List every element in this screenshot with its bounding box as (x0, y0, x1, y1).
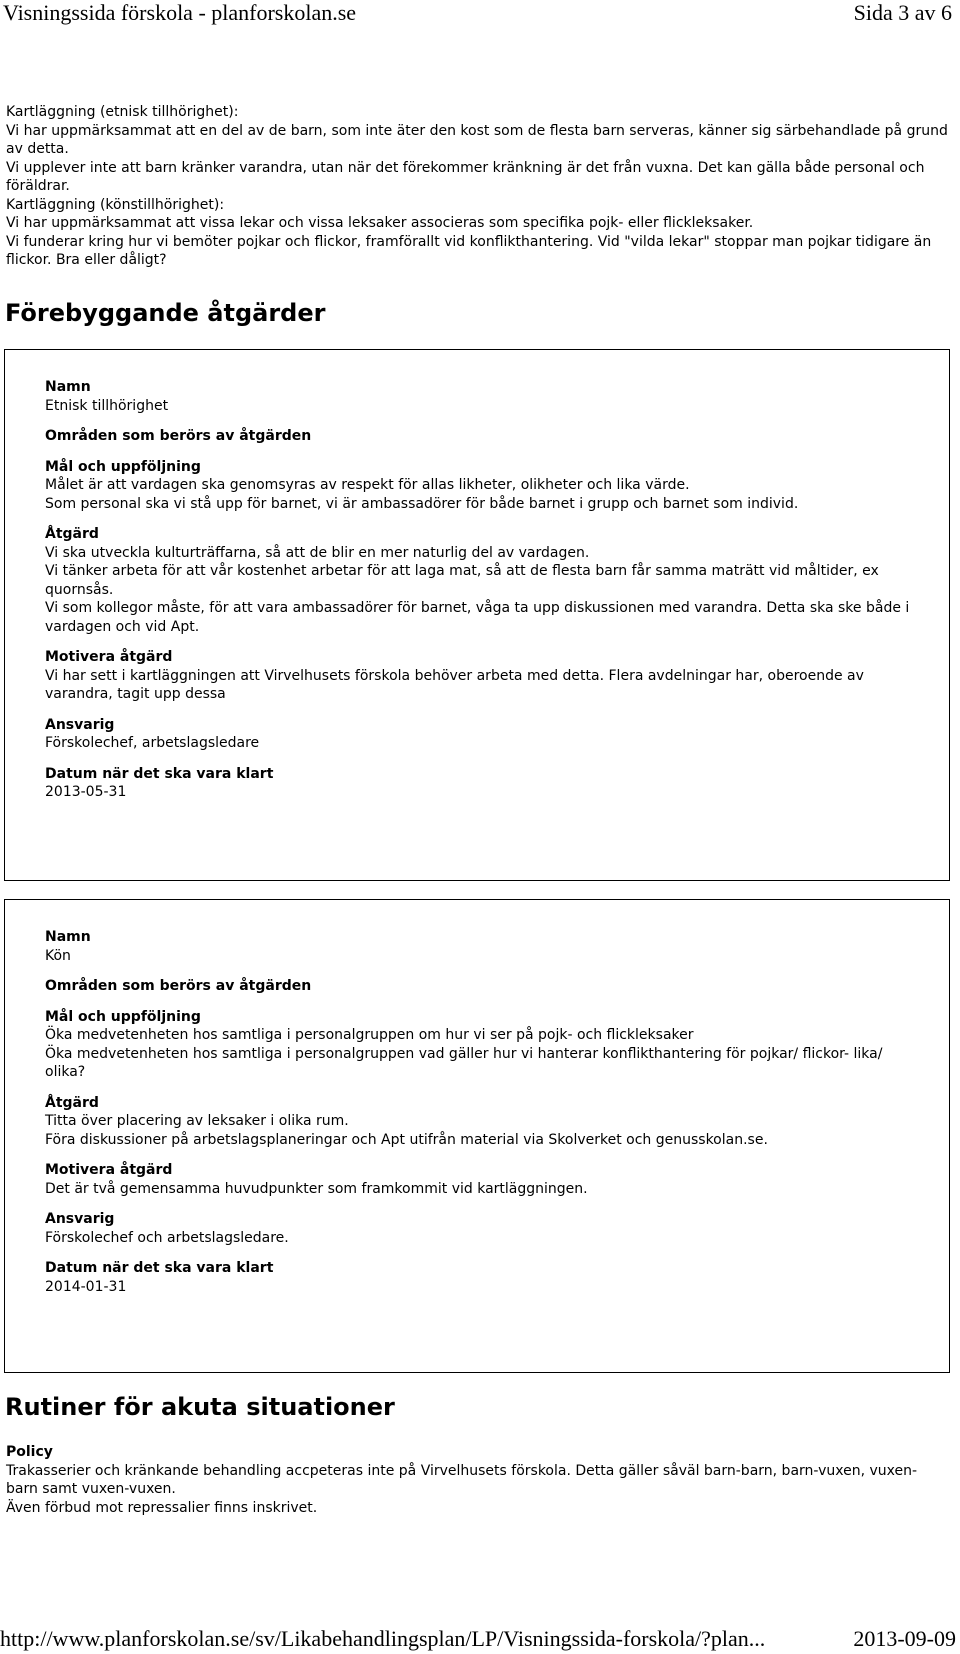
field-label-namn: Namn (45, 929, 91, 945)
measure-name: Etnisk tillhörighet (45, 397, 169, 414)
measure-name: Kön (45, 947, 71, 964)
intro-paragraph: Vi har uppmärksammat att vissa lekar och vissa leksaker associeras som specifika pojk- eller flickleksaker. (6, 215, 754, 231)
intro-paragraph: Kartläggning (könstillhörighet): (6, 196, 225, 213)
field-label-namn: Namn (45, 379, 91, 395)
policy-text: Även förbud mot repressalier finns inskrivet. (6, 1499, 318, 1516)
policy-text: Trakasserier och kränkande behandling accpeteras inte på Virvelhusets förskola. Detta gäller såväl barn-barn, barn-vuxen, vuxen-barn samt vuxen-vuxen. (6, 1462, 918, 1497)
field-label-ansvarig: Ansvarig (45, 716, 115, 733)
field-label-omraden: Områden som berörs av åtgärden (45, 978, 312, 994)
deadline-date: 2014-01-31 (45, 1278, 127, 1295)
field-label-ansvarig: Ansvarig (45, 1211, 115, 1227)
field-label-mal: Mål och uppföljning (45, 458, 201, 475)
section-heading-preventive: Förebyggande åtgärder (5, 299, 326, 327)
intro-paragraph: Kartläggning (etnisk tillhörighet): (6, 104, 239, 120)
field-label-mal: Mål och uppföljning (45, 1008, 201, 1025)
page-footer (0, 1626, 956, 1652)
action-text: Vi som kollegor måste, för att vara ambassadörer för barnet, våga ta upp diskussionen med varandra. Detta ska ske både i vardagen och vid Apt. (45, 600, 910, 635)
action-text: Vi tänker arbeta för att vår kostenhet arbetar för att laga mat, så att de flesta barn får samma maträtt vid måltider, ex quornsås. (45, 563, 879, 598)
page-header (3, 0, 952, 26)
measure-box (4, 899, 950, 1373)
field-label-atgard: Åtgärd (45, 526, 99, 542)
policy-label: Policy (6, 1444, 53, 1460)
intro-paragraph: Vi funderar kring hur vi bemöter pojkar och flickor, framförallt vid konflikthantering. Vid "vilda lekar" stoppar man pojkar tidigare än flickor. Bra eller dåligt? (6, 233, 932, 268)
goal-text: Målet är att vardagen ska genomsyras av respekt för allas likheter, olikheter och lika värde. (45, 477, 690, 493)
field-label-motivera: Motivera åtgärd (45, 1162, 173, 1178)
deadline-date: 2013-05-31 (45, 784, 127, 800)
section-heading-routines: Rutiner för akuta situationer (5, 1393, 395, 1421)
goal-text: Som personal ska vi stå upp för barnet, vi är ambassadörer för både barnet i grupp och barnet som individ. (45, 495, 799, 512)
goal-text: Öka medvetenheten hos samtliga i personalgruppen vad gäller hur vi hanterar konflikthantering för pojkar/ flickor- lika/ olika? (45, 1045, 883, 1080)
action-text: Titta över placering av leksaker i olika rum. (45, 1113, 349, 1129)
field-label-datum: Datum när det ska vara klart (45, 765, 274, 782)
field-label-atgard: Åtgärd (45, 1094, 99, 1111)
motivation-text: Det är två gemensamma huvudpunkter som framkommit vid kartläggningen. (45, 1180, 588, 1197)
intro-paragraph: Vi upplever inte att barn kränker varandra, utan när det förekommer kränkning är det från vuxna. Det kan gälla både personal och föräldrar. (6, 159, 925, 194)
responsible-text: Förskolechef och arbetslagsledare. (45, 1229, 289, 1246)
footer-url: http://www.planforskolan.se/sv/Likabehandlingsplan/LP/Visningssida-forskola/?plan... (0, 1626, 766, 1651)
policy-section (6, 1443, 946, 1517)
document-title: Visningssida förskola - planforskolan.se (3, 0, 357, 25)
field-label-motivera: Motivera åtgärd (45, 649, 173, 665)
action-text: Föra diskussioner på arbetslagsplaneringar och Apt utifrån material via Skolverket och genusskolan.se. (45, 1131, 768, 1148)
action-text: Vi ska utveckla kulturträffarna, så att de blir en mer naturlig del av vardagen. (45, 544, 590, 561)
page-number: Sida 3 av 6 (853, 0, 952, 25)
intro-paragraph: Vi har uppmärksammat att en del av de barn, som inte äter den kost som de flesta barn serveras, känner sig särbehandlade på grund av detta. (6, 122, 948, 157)
intro-text (6, 103, 951, 270)
measure-box (4, 349, 950, 881)
field-label-datum: Datum när det ska vara klart (45, 1260, 274, 1276)
footer-date: 2013-09-09 (853, 1626, 956, 1651)
goal-text: Öka medvetenheten hos samtliga i personalgruppen om hur vi ser på pojk- och flickleksaker (45, 1027, 694, 1043)
responsible-text: Förskolechef, arbetslagsledare (45, 735, 260, 751)
motivation-text: Vi har sett i kartläggningen att Virvelhusets förskola behöver arbeta med detta. Flera avdelningar har, oberoende av varandra, tagit upp dessa (45, 667, 864, 702)
field-label-omraden: Områden som berörs av åtgärden (45, 428, 312, 444)
